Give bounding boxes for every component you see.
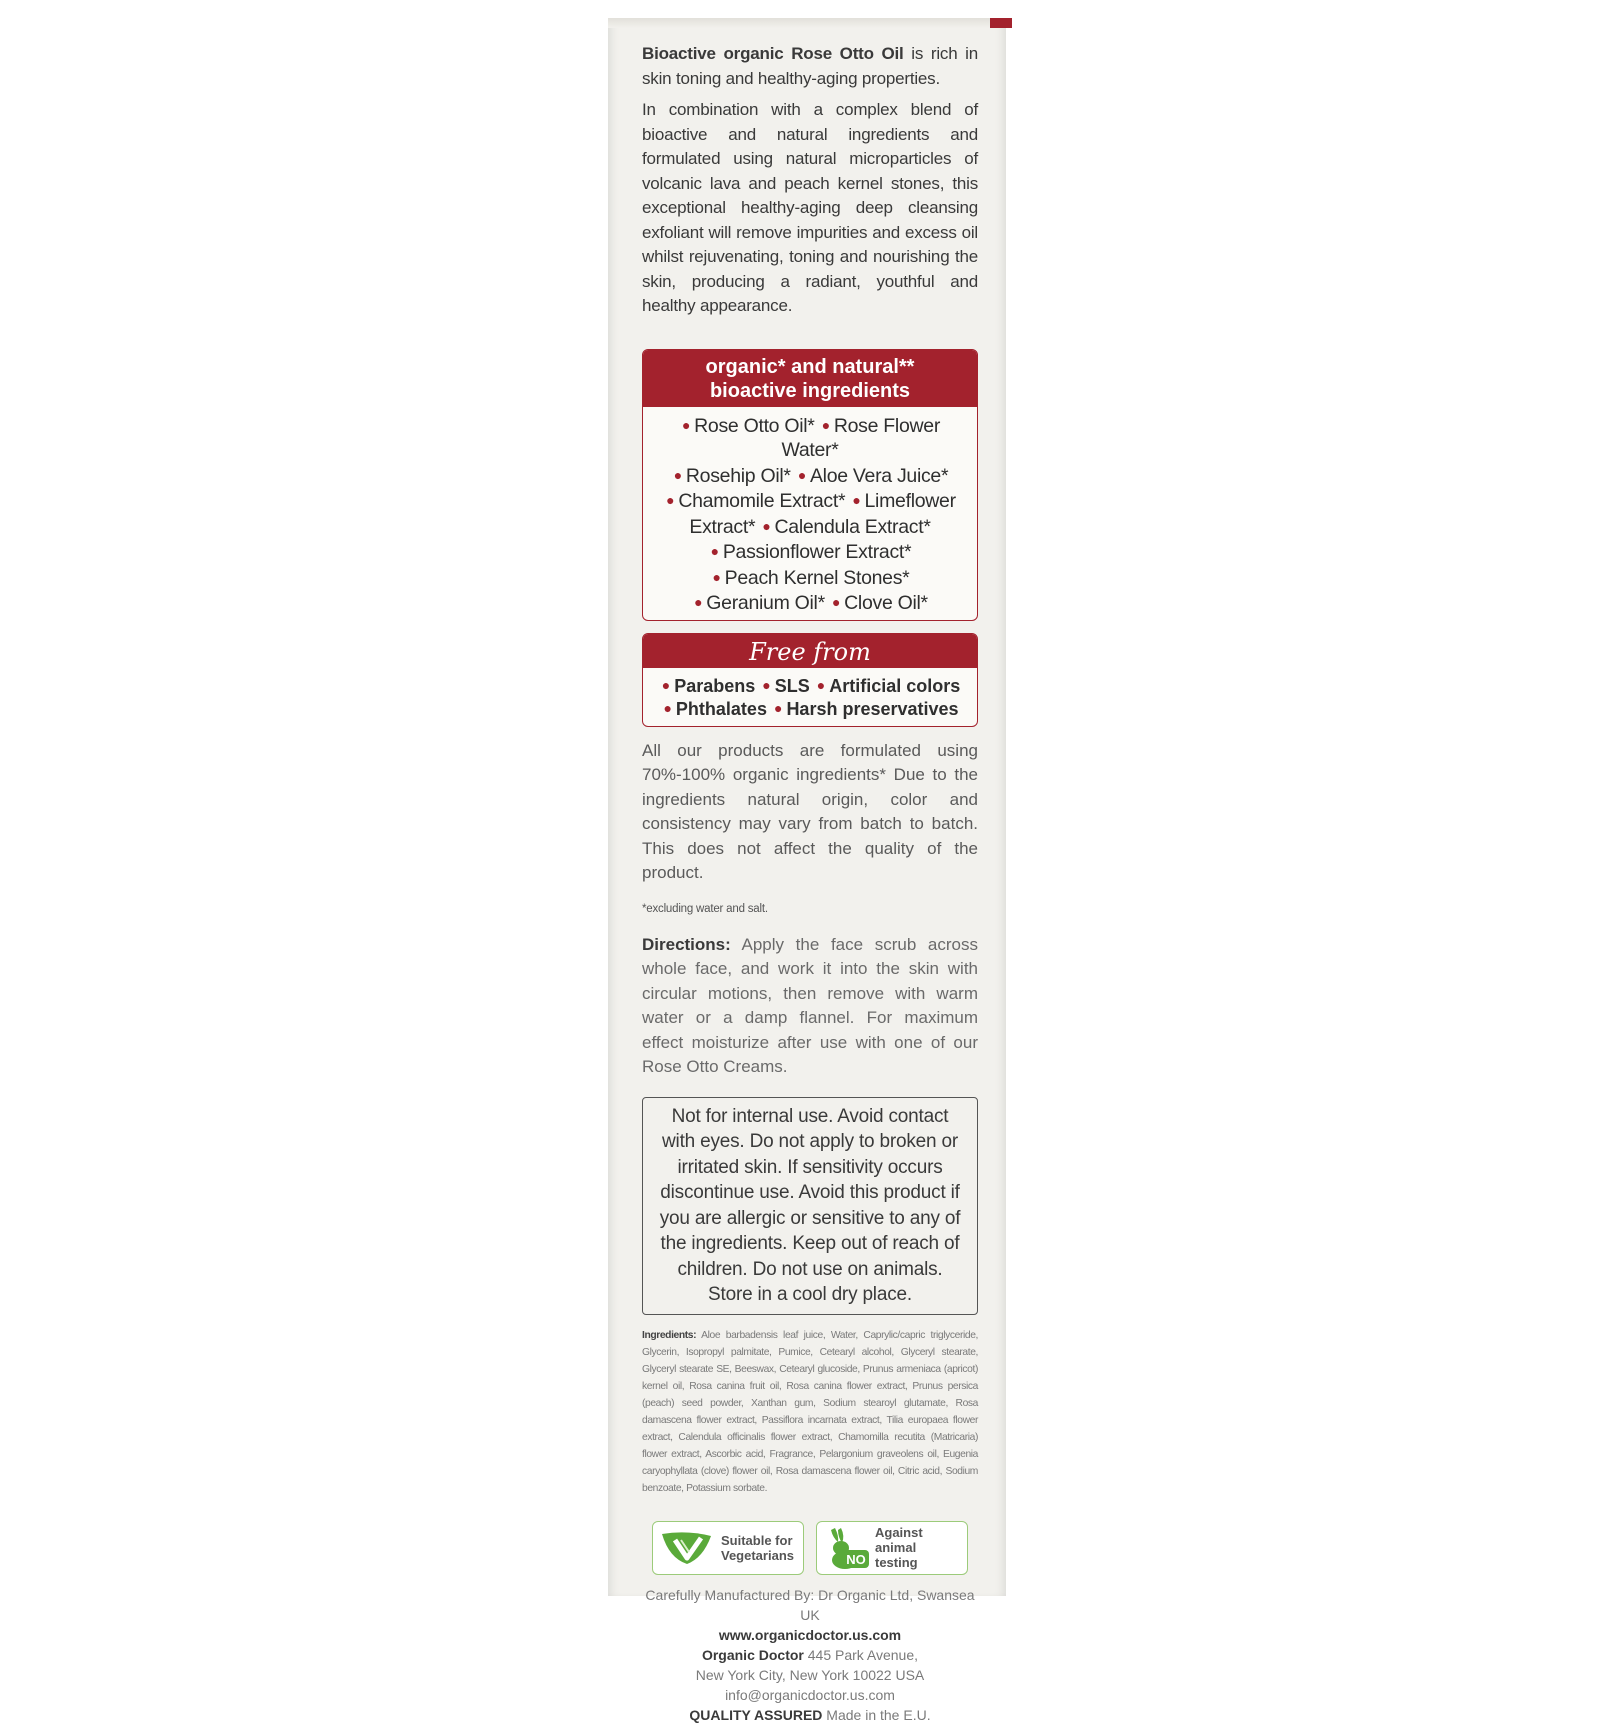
bullet-icon: ● — [661, 676, 671, 693]
bullet-icon: ● — [852, 492, 861, 508]
made-in: Made in the E.U. — [822, 1706, 931, 1723]
free-from-heading: Free from — [643, 634, 977, 668]
bullet-icon: ● — [821, 416, 830, 433]
bullet-icon: ● — [666, 492, 675, 508]
bullet-icon: ● — [762, 517, 771, 534]
vegetarian-line2: Vegetarians — [721, 1547, 794, 1563]
vegetarian-v-leaf-icon — [659, 1528, 715, 1568]
panel-top-edge — [608, 18, 1006, 28]
bioactive-item: Peach Kernel Stones* — [724, 566, 910, 589]
bioactive-item: Limeflower Extract* — [689, 490, 956, 538]
bioactive-item: Clove Oil* — [844, 592, 928, 614]
free-from-item: Parabens — [674, 675, 756, 696]
bioactive-item: Rosehip Oil* — [685, 464, 791, 487]
no-text: NO — [846, 1551, 866, 1567]
bioactive-item: Aloe Vera Juice* — [809, 464, 949, 487]
bioactive-item: Calendula Extract* — [774, 515, 931, 538]
bullet-icon: ● — [663, 699, 672, 716]
certification-badges — [642, 1521, 978, 1575]
organic-footnote: *excluding water and salt. — [642, 902, 768, 915]
red-corner-strip — [990, 18, 1012, 28]
bullet-icon: ● — [710, 543, 719, 559]
bioactive-item: Rose Flower Water* — [781, 414, 941, 461]
free-from-item: SLS — [774, 675, 810, 696]
bullet-icon: ● — [681, 416, 691, 433]
organic-note: All our products are formulated using 70%-100% organic ingredients* Due to the ingredients natural origin, color and consistency may vary from batch to batch. This does not affect the quality of the product. — [642, 740, 978, 882]
animal-testing-badge — [816, 1521, 968, 1575]
free-from-item: Phthalates — [675, 698, 767, 719]
animal-line1: Against — [875, 1525, 923, 1540]
bioactive-heading — [643, 350, 977, 407]
bullet-icon: ● — [694, 594, 703, 610]
bullet-icon: ● — [773, 699, 783, 716]
quality-assured: QUALITY ASSURED — [689, 1706, 823, 1723]
bullet-icon: ● — [762, 676, 771, 693]
vegetarian-line1: Suitable for — [721, 1532, 793, 1548]
animal-badge-text — [875, 1525, 961, 1570]
bioactive-heading-line1: organic* and natural** — [705, 355, 915, 378]
free-from-item: Artificial colors — [829, 675, 961, 696]
company-address-line2: New York City, New York 10022 USA — [695, 1666, 925, 1683]
manufacturer-footer — [642, 1585, 978, 1725]
bullet-icon: ● — [712, 568, 721, 585]
intro-lead — [642, 42, 978, 91]
free-from-box — [642, 633, 978, 727]
intro-paragraph: In combination with a complex blend of bioactive and natural ingredients and formulated using natural microparticles of volcanic lava and peach kernel stones, this exceptional healthy-aging deep cleansing exfoliant will remove impurities and excess oil whilst rejuvenating, toning and nourishing the skin, producing a radiant, youthful and healthy appearance. — [642, 100, 978, 315]
bioactive-item: Geranium Oil* — [706, 592, 825, 614]
company-name: Organic Doctor — [701, 1646, 804, 1663]
directions — [642, 933, 978, 1080]
product-box-side-panel — [608, 18, 1006, 1723]
company-address-line1 — [642, 1645, 978, 1665]
ingredients-text: Aloe barbadensis leaf juice, Water, Caprylic/capric triglyceride, Glycerin, Isopropyl palmitate, Pumice, Cetearyl alcohol, Glyceryl stearate, Glyceryl stearate SE, Beeswax, Cetearyl glucoside, Prunus armeniaca (apricot) kernel oil, Rosa canina fruit oil, Rosa canina flower extract, Prunus persica (peach) seed powder, Xanthan gum, Sodium stearoyl glutamate, Rosa damascena flower extract, Passiflora incarnata extract, Tilia europaea flower extract, Calendula officinalis flower extract, Chamomilla recutita (Matricaria) flower extract, Ascorbic acid, Fragrance, Pelargonium graveolens oil, Eugenia caryophyllata (clove) flower oil, Rosa damascena flower oil, Citric acid, Sodium benzoate, Potassium sorbate. — [642, 1329, 978, 1494]
address-street: 445 Park Avenue, — [803, 1646, 919, 1663]
bioactive-item: Chamomile Extract* — [678, 490, 846, 512]
free-from-list — [643, 668, 977, 726]
ingredients-list — [642, 1327, 978, 1497]
bullet-icon: ● — [831, 594, 841, 610]
free-from-item: Harsh preservatives — [786, 698, 959, 719]
bioactive-item: Passionflower Extract* — [722, 541, 912, 563]
intro-lead-bold: Bioactive organic Rose Otto Oil — [642, 44, 904, 63]
warning-box: Not for internal use. Avoid contact with eyes. Do not apply to broken or irritated skin. If sensitivity occurs discontinue use. Avoid this product if you are allergic or sensitive to any of the ingredients. Keep out of reach of children. Do not use on animals. Store in a cool dry place. — [642, 1097, 978, 1315]
quality-line — [642, 1705, 978, 1725]
panel-content — [642, 42, 978, 1725]
bioactive-heading-line2: bioactive ingredients — [709, 379, 911, 402]
bioactive-list — [643, 407, 977, 620]
vegetarian-badge-text — [721, 1533, 794, 1563]
email-link[interactable]: info@organicdoctor.us.com — [725, 1686, 895, 1703]
bullet-icon: ● — [797, 466, 806, 483]
vegetarian-badge — [652, 1521, 804, 1575]
bullet-icon: ● — [673, 466, 682, 483]
rabbit-icon — [823, 1526, 869, 1570]
directions-label: Directions: — [642, 934, 731, 954]
directions-text: Apply the face scrub across whole face, and work it into the skin with circular motions, then remove with warm water or a damp flannel. For maximum effect moisturize after use with one of our Rose Otto Creams. — [642, 934, 978, 1076]
manufactured-by: Carefully Manufactured By: Dr Organic Ltd, Swansea UK — [645, 1586, 975, 1623]
bullet-icon: ● — [816, 676, 826, 693]
animal-line2: animal testing — [875, 1540, 918, 1570]
ingredients-label: Ingredients: — [642, 1329, 697, 1341]
bioactive-item: Rose Otto Oil* — [694, 414, 815, 437]
intro-lead-rest: is rich in skin toning and healthy-aging properties. — [642, 44, 978, 88]
bioactive-ingredients-box — [642, 349, 978, 621]
website-link[interactable]: www.organicdoctor.us.com — [718, 1626, 902, 1643]
